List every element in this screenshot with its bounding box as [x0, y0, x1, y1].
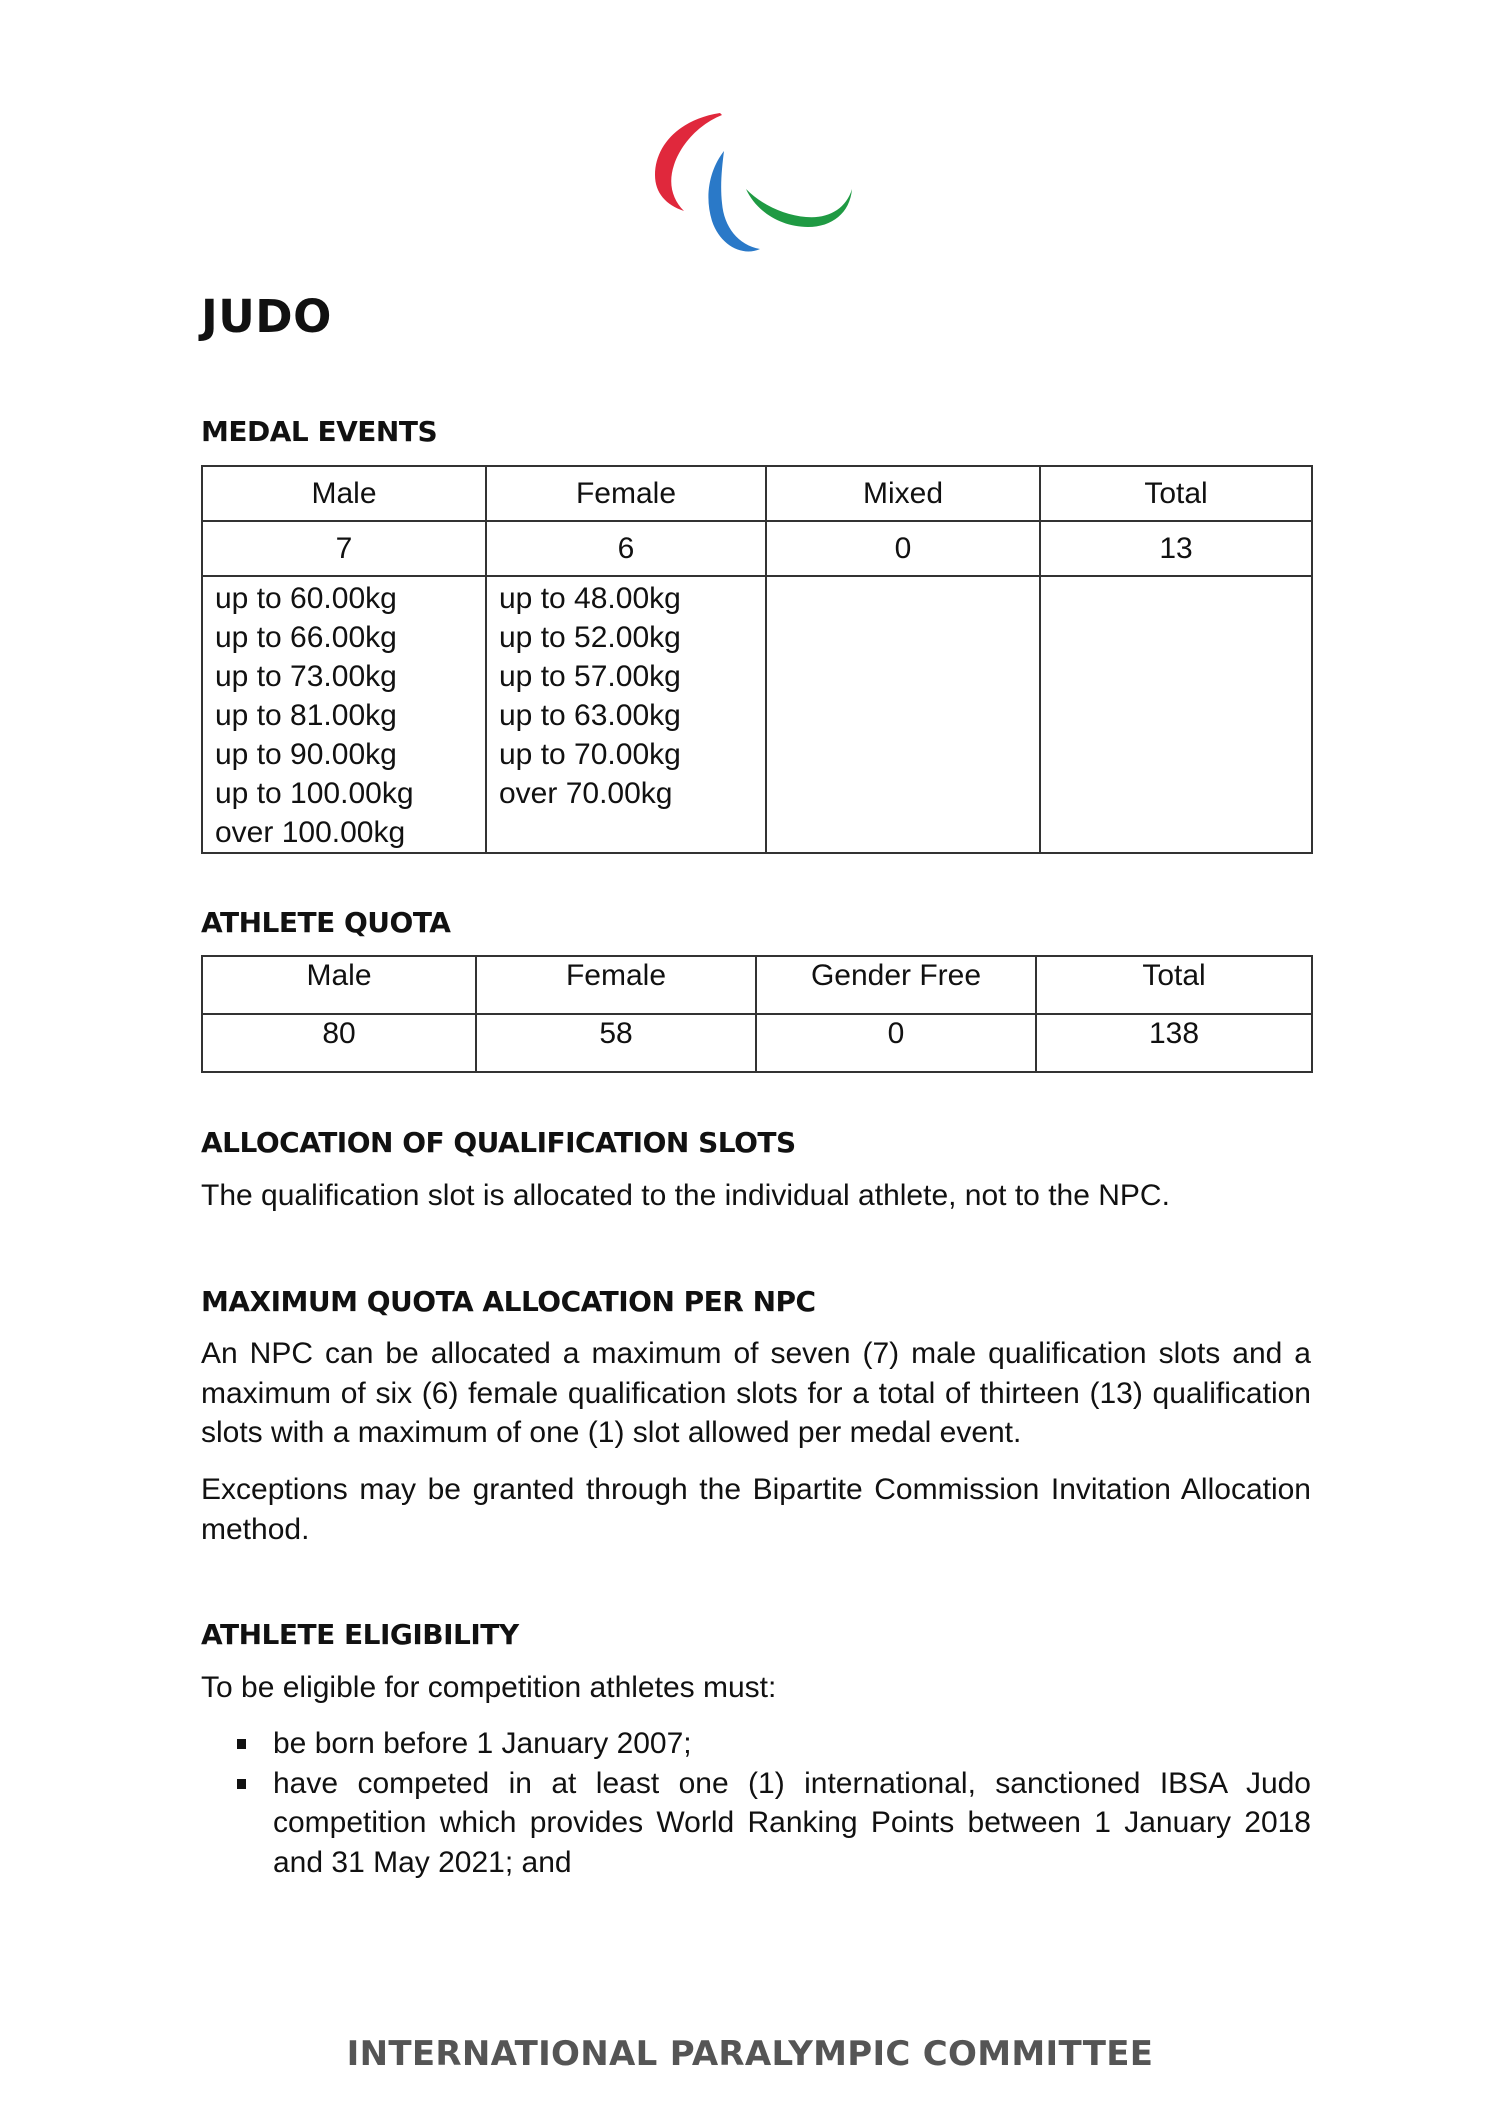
- max-quota-paragraph-2: Exceptions may be granted through the Bipartite Commission Invitation Allocation method.: [201, 1473, 1311, 1546]
- table-row-values: [202, 1014, 1312, 1072]
- count-total: 13: [1040, 521, 1312, 576]
- count-mixed: 0: [766, 521, 1040, 576]
- eligibility-heading: ATHLETE ELIGIBILITY: [201, 1618, 519, 1651]
- quota-total: 138: [1036, 1014, 1312, 1072]
- event-item: up to 66.00kg: [215, 621, 397, 654]
- table-row-counts: [202, 521, 1312, 576]
- event-item: up to 52.00kg: [499, 621, 681, 654]
- list-item: [201, 1764, 1311, 1883]
- square-bullet-icon: [237, 1779, 246, 1789]
- max-quota-paragraph-1: An NPC can be allocated a maximum of seven (7) male qualification slots and a maximum of six (6) female qualification slots for a total of thirteen (13) qualification slots with a maximum of one (1) slot allowed per medal event.: [201, 1337, 1311, 1449]
- athlete-quota-table: [201, 955, 1313, 1073]
- quota-gender-free: 0: [756, 1014, 1036, 1072]
- total-events-cell: [1040, 576, 1312, 853]
- list-item-text: be born before 1 January 2007;: [273, 1727, 692, 1760]
- footer-organization-name: INTERNATIONAL PARALYMPIC COMMITTEE: [346, 2034, 1154, 2074]
- event-item: up to 63.00kg: [499, 699, 681, 732]
- column-header-male: Male: [202, 956, 476, 1014]
- quota-male: 80: [202, 1014, 476, 1072]
- eligibility-list: [201, 1724, 1311, 1882]
- event-item: over 70.00kg: [499, 777, 673, 810]
- mixed-events-cell: [766, 576, 1040, 853]
- column-header-female: Female: [476, 956, 756, 1014]
- count-female: 6: [486, 521, 766, 576]
- event-item: up to 57.00kg: [499, 660, 681, 693]
- column-header-gender-free: Gender Free: [756, 956, 1036, 1014]
- count-male: 7: [202, 521, 486, 576]
- event-item: up to 90.00kg: [215, 738, 397, 771]
- male-events-cell: [202, 576, 486, 853]
- table-header-row: [202, 466, 1312, 521]
- female-events-cell: [486, 576, 766, 853]
- eligibility-intro: To be eligible for competition athletes must:: [201, 1671, 777, 1704]
- paralympic-agitos-icon: [650, 105, 860, 265]
- quota-female: 58: [476, 1014, 756, 1072]
- event-item: up to 60.00kg: [215, 582, 397, 615]
- list-item-text: have competed in at least one (1) international, sanctioned IBSA Judo competition which provides World Ranking Points between 1 January 2018 and 31 May 2021; and: [273, 1766, 1311, 1879]
- max-quota-heading: MAXIMUM QUOTA ALLOCATION PER NPC: [201, 1285, 816, 1318]
- table-row-events: [202, 576, 1312, 853]
- event-item: up to 81.00kg: [215, 699, 397, 732]
- list-item: [201, 1724, 1311, 1764]
- allocation-heading: ALLOCATION OF QUALIFICATION SLOTS: [201, 1126, 796, 1159]
- table-header-row: [202, 956, 1312, 1014]
- event-item: over 100.00kg: [215, 816, 406, 849]
- event-item: up to 48.00kg: [499, 582, 681, 615]
- event-item: up to 70.00kg: [499, 738, 681, 771]
- column-header-total: Total: [1036, 956, 1312, 1014]
- medal-events-table: [201, 465, 1313, 854]
- athlete-quota-heading: ATHLETE QUOTA: [201, 906, 451, 939]
- page-title: JUDO: [201, 290, 332, 343]
- allocation-text: The qualification slot is allocated to the individual athlete, not to the NPC.: [201, 1179, 1170, 1212]
- medal-events-heading: MEDAL EVENTS: [201, 415, 438, 448]
- column-header-male: Male: [202, 466, 486, 521]
- square-bullet-icon: [237, 1739, 246, 1749]
- column-header-mixed: Mixed: [766, 466, 1040, 521]
- event-item: up to 73.00kg: [215, 660, 397, 693]
- event-item: up to 100.00kg: [215, 777, 414, 810]
- column-header-female: Female: [486, 466, 766, 521]
- column-header-total: Total: [1040, 466, 1312, 521]
